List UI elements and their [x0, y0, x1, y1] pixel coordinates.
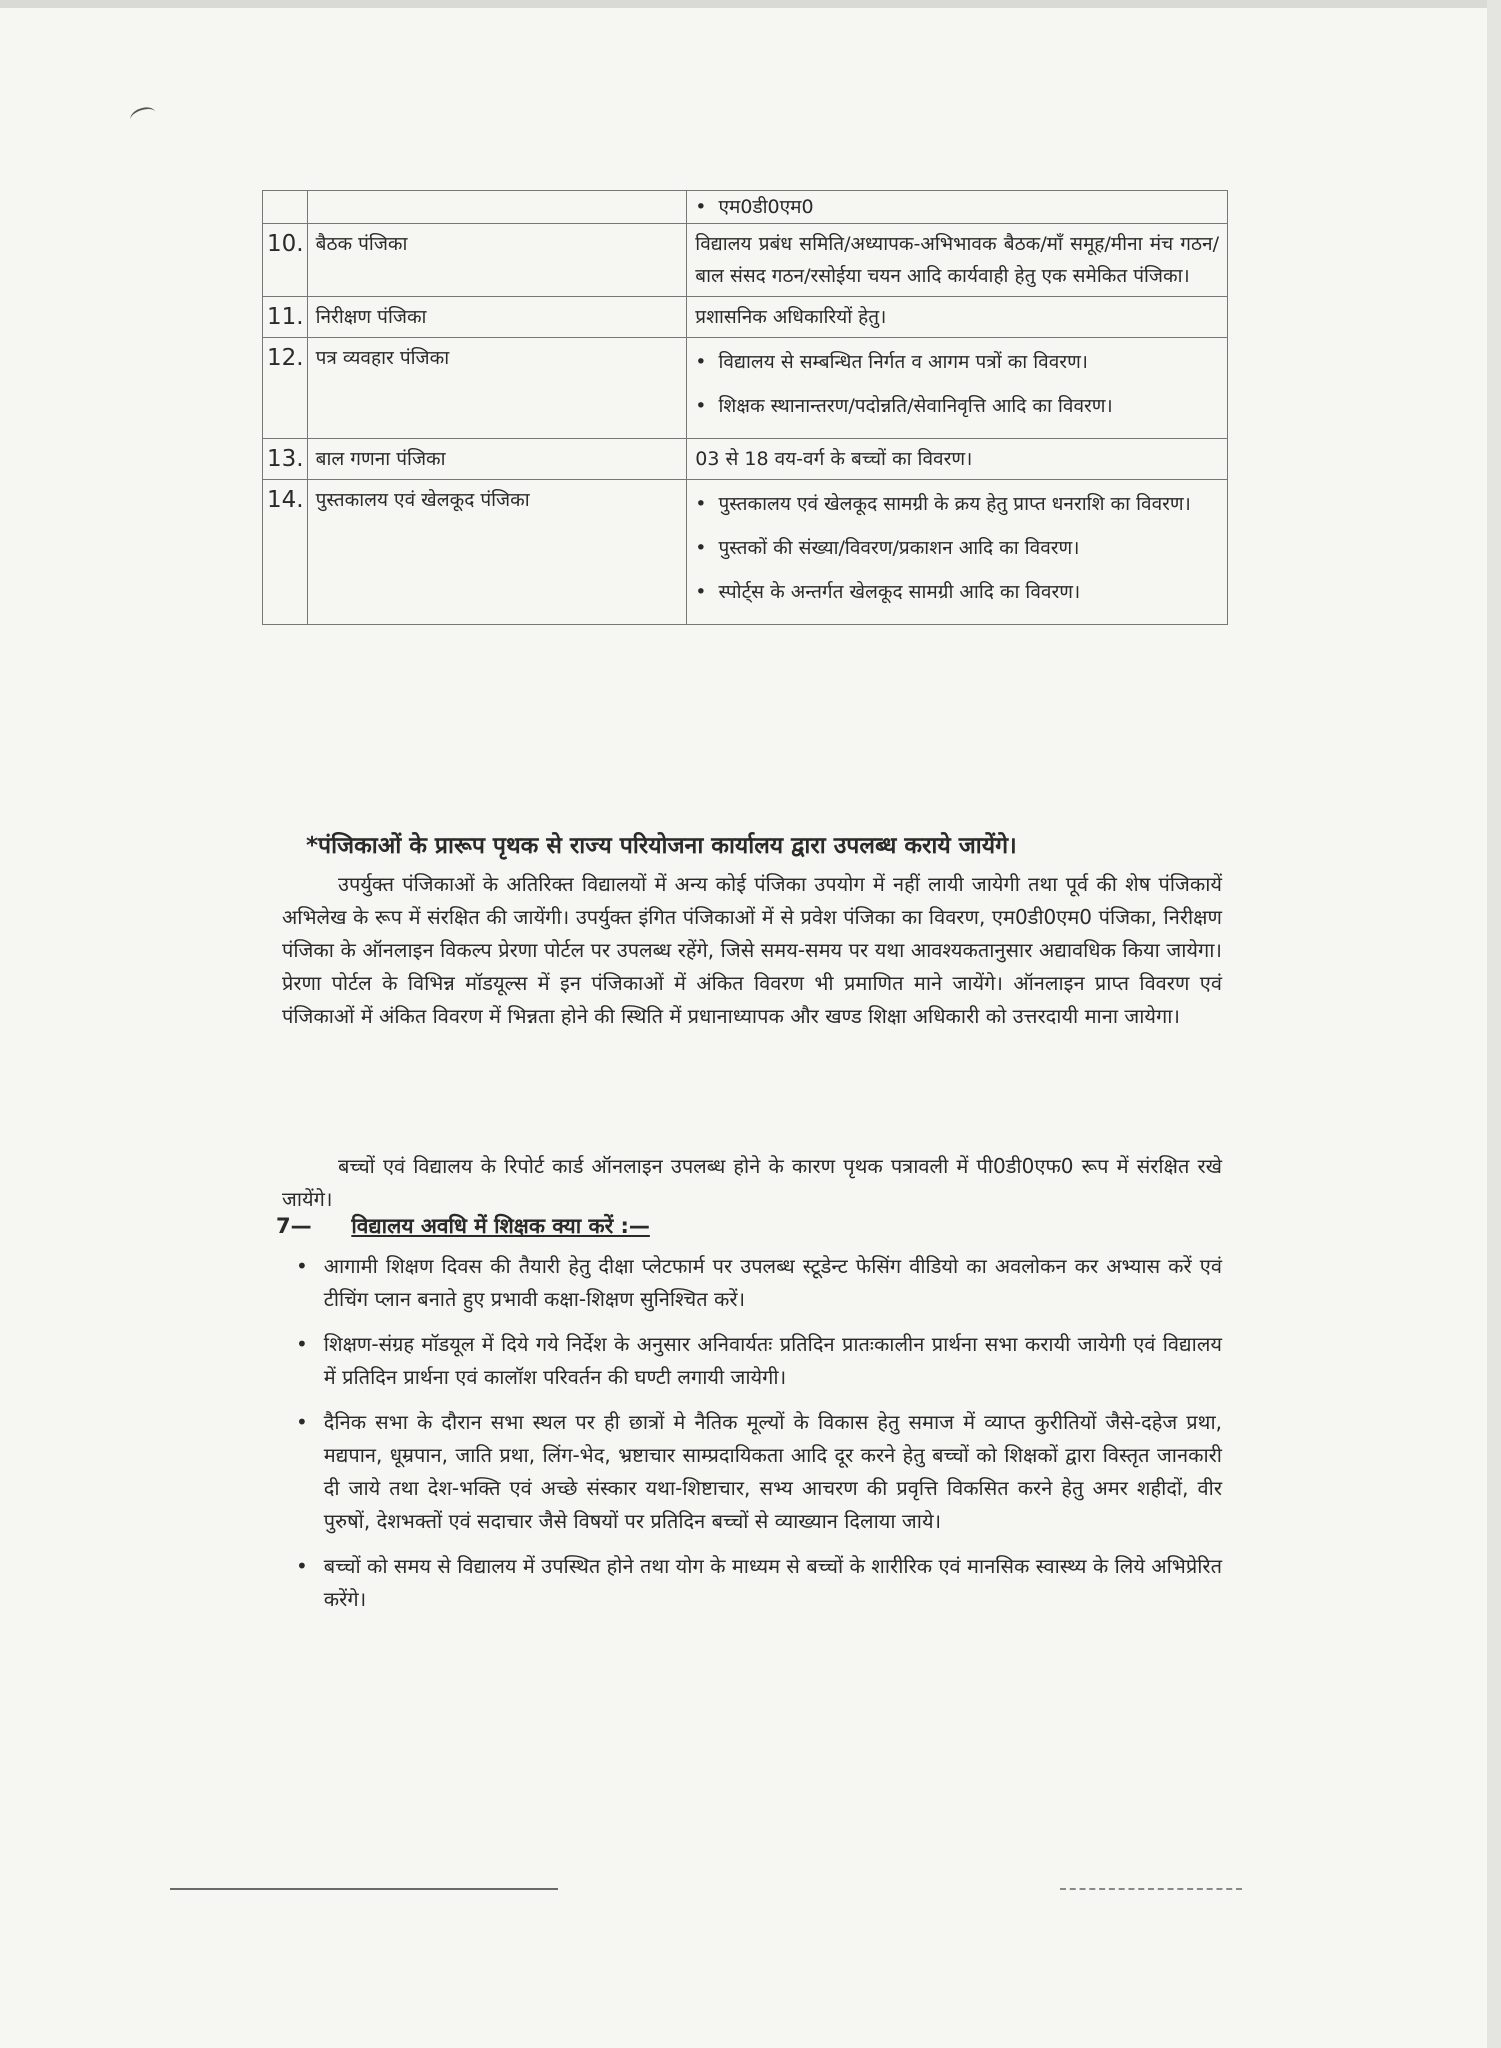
- bullet-icon: •: [695, 351, 707, 373]
- register-name: बाल गणना पंजिका: [307, 439, 687, 480]
- register-desc-list: [687, 338, 1228, 439]
- scan-top-edge: [0, 0, 1501, 8]
- section-heading: [276, 1210, 650, 1242]
- table-row: [263, 338, 1228, 439]
- row-number: 11.: [263, 297, 308, 338]
- table-row-continuation: [263, 191, 1228, 224]
- bullet-icon: •: [296, 1254, 308, 1278]
- pen-mark: [128, 104, 158, 127]
- table-row: [263, 480, 1228, 625]
- bullet-icon: •: [695, 581, 707, 603]
- paragraph-report-card: बच्चों एवं विद्यालय के रिपोर्ट कार्ड ऑनलाइन उपलब्ध होने के कारण पृथक पत्रावली में पी0डी0एफ0 रूप में संरक्षित रखे जायेंगे।: [282, 1154, 1222, 1211]
- desc-bullet: • स्पोर्ट्स के अन्तर्गत खेलकूद सामग्री आदि का विवरण।: [695, 576, 1219, 608]
- list-item: • शिक्षण-संग्रह मॉडयूल में दिये गये निर्देश के अनुसार अनिवार्यतः प्रतिदिन प्रातःकालीन प्रार्थना सभा करायी जायेगी एवं विद्यालय में प्रतिदिन प्रार्थना एवं कालॉश परिवर्तन की घण्टी लगायी जायेगी।: [296, 1328, 1222, 1394]
- bullet-icon: •: [695, 395, 707, 417]
- row-number: 10.: [263, 224, 308, 297]
- fragment-text: एम0डी0एम0: [718, 196, 814, 218]
- scan-right-edge: [1487, 0, 1501, 2048]
- cell-desc-fragment: [687, 191, 1228, 224]
- register-desc: विद्यालय प्रबंध समिति/अध्यापक-अभिभावक बैठक/माँ समूह/मीना मंच गठन/बाल संसद गठन/रसोईया चयन आदि कार्यवाही हेतु एक समेकित पंजिका।: [687, 224, 1228, 297]
- desc-bullet: • विद्यालय से सम्बन्धित निर्गत व आगम पत्रों का विवरण।: [695, 346, 1219, 378]
- register-desc: प्रशासनिक अधिकारियों हेतु।: [687, 297, 1228, 338]
- footer-rule-left: [170, 1888, 558, 1890]
- cell-name-empty: [307, 191, 687, 224]
- row-number: 14.: [263, 480, 308, 625]
- register-name: पत्र व्यवहार पंजिका: [307, 338, 687, 439]
- table-row: [263, 297, 1228, 338]
- format-note: *पंजिकाओं के प्रारूप पृथक से राज्य परियोजना कार्यालय द्वारा उपलब्ध कराये जायेंगे।: [306, 833, 1017, 859]
- register-name: पुस्तकालय एवं खेलकूद पंजिका: [307, 480, 687, 625]
- cell-no-empty: [263, 191, 308, 224]
- section-number: 7—: [276, 1214, 312, 1238]
- register-name: बैठक पंजिका: [307, 224, 687, 297]
- bullet-icon: •: [695, 196, 707, 218]
- register-table: [262, 190, 1228, 625]
- desc-bullet: • शिक्षक स्थानान्तरण/पदोन्नति/सेवानिवृत्ति आदि का विवरण।: [695, 390, 1219, 422]
- row-number: 12.: [263, 338, 308, 439]
- list-item: • आगामी शिक्षण दिवस की तैयारी हेतु दीक्षा प्लेटफार्म पर उपलब्ध स्टूडेन्ट फेसिंग वीडियो का अवलोकन कर अभ्यास करें एवं टीचिंग प्लान बनाते हुए प्रभावी कक्षा-शिक्षण सुनिश्चित करें।: [296, 1250, 1222, 1316]
- desc-bullet: • पुस्तकों की संख्या/विवरण/प्रकाशन आदि का विवरण।: [695, 532, 1219, 564]
- bullet-icon: •: [695, 537, 707, 559]
- footer-rule-right: [1060, 1888, 1242, 1890]
- bullet-icon: •: [695, 493, 707, 515]
- desc-bullet: • पुस्तकालय एवं खेलकूद सामग्री के क्रय हेतु प्राप्त धनराशि का विवरण।: [695, 488, 1219, 520]
- section-title: विद्यालय अवधि में शिक्षक क्या करें :—: [351, 1214, 650, 1238]
- register-desc: 03 से 18 वय-वर्ग के बच्चों का विवरण।: [687, 439, 1228, 480]
- register-name: निरीक्षण पंजिका: [307, 297, 687, 338]
- bullet-icon: •: [296, 1554, 308, 1578]
- paragraph-registers: उपर्युक्त पंजिकाओं के अतिरिक्त विद्यालयों में अन्य कोई पंजिका उपयोग में नहीं लायी जायेगी तथा पूर्व की शेष पंजिकायें अभिलेख के रूप में संरक्षित की जायेंगी। उपर्युक्त इंगित पंजिकाओं में से प्रवेश पंजिका का विवरण, एम0डी0एम0 पंजिका, निरीक्षण पंजिका के ऑनलाइन विकल्प प्रेरणा पोर्टल पर उपलब्ध रहेंगे, जिसे समय-समय पर यथा आवश्यकतानुसार अद्यावधिक किया जायेगा। प्रेरणा पोर्टल के विभिन्न मॉडयूल्स में इन पंजिकाओं में अंकित विवरण भी प्रमाणित माने जायेंगे। ऑनलाइन प्राप्त विवरण एवं पंजिकाओं में अंकित विवरण में भिन्नता होने की स्थिति में प्रधानाध्यापक और खण्ड शिक्षा अधिकारी को उत्तरदायी माना जायेगा।: [282, 872, 1222, 1028]
- list-item: • दैनिक सभा के दौरान सभा स्थल पर ही छात्रों मे नैतिक मूल्यों के विकास हेतु समाज में व्याप्त कुरीतियों जैसे-दहेज प्रथा, मद्यपान, धूम्रपान, जाति प्रथा, लिंग-भेद, भ्रष्टाचार साम्प्रदायिकता आदि दूर करने हेतु बच्चों को शिक्षकों द्वारा विस्तृत जानकारी दी जाये तथा देश-भक्ति एवं अच्छे संस्कार यथा-शिष्टाचार, सभ्य आचरण की प्रवृत्ति विकसित करने हेतु अमर शहीदों, वीर पुरुषों, देशभक्तों एवं सदाचार जैसे विषयों पर प्रतिदिन बच्चों से व्याख्यान दिलाया जाये।: [296, 1406, 1222, 1538]
- row-number: 13.: [263, 439, 308, 480]
- list-item: • बच्चों को समय से विद्यालय में उपस्थित होने तथा योग के माध्यम से बच्चों के शारीरिक एवं मानसिक स्वास्थ्य के लिये अभिप्रेरित करेंगे।: [296, 1550, 1222, 1616]
- teacher-duties-list: [296, 1250, 1222, 1628]
- bullet-icon: •: [296, 1410, 308, 1434]
- register-desc-list: [687, 480, 1228, 625]
- bullet-icon: •: [296, 1332, 308, 1356]
- table-row: [263, 439, 1228, 480]
- table-row: [263, 224, 1228, 297]
